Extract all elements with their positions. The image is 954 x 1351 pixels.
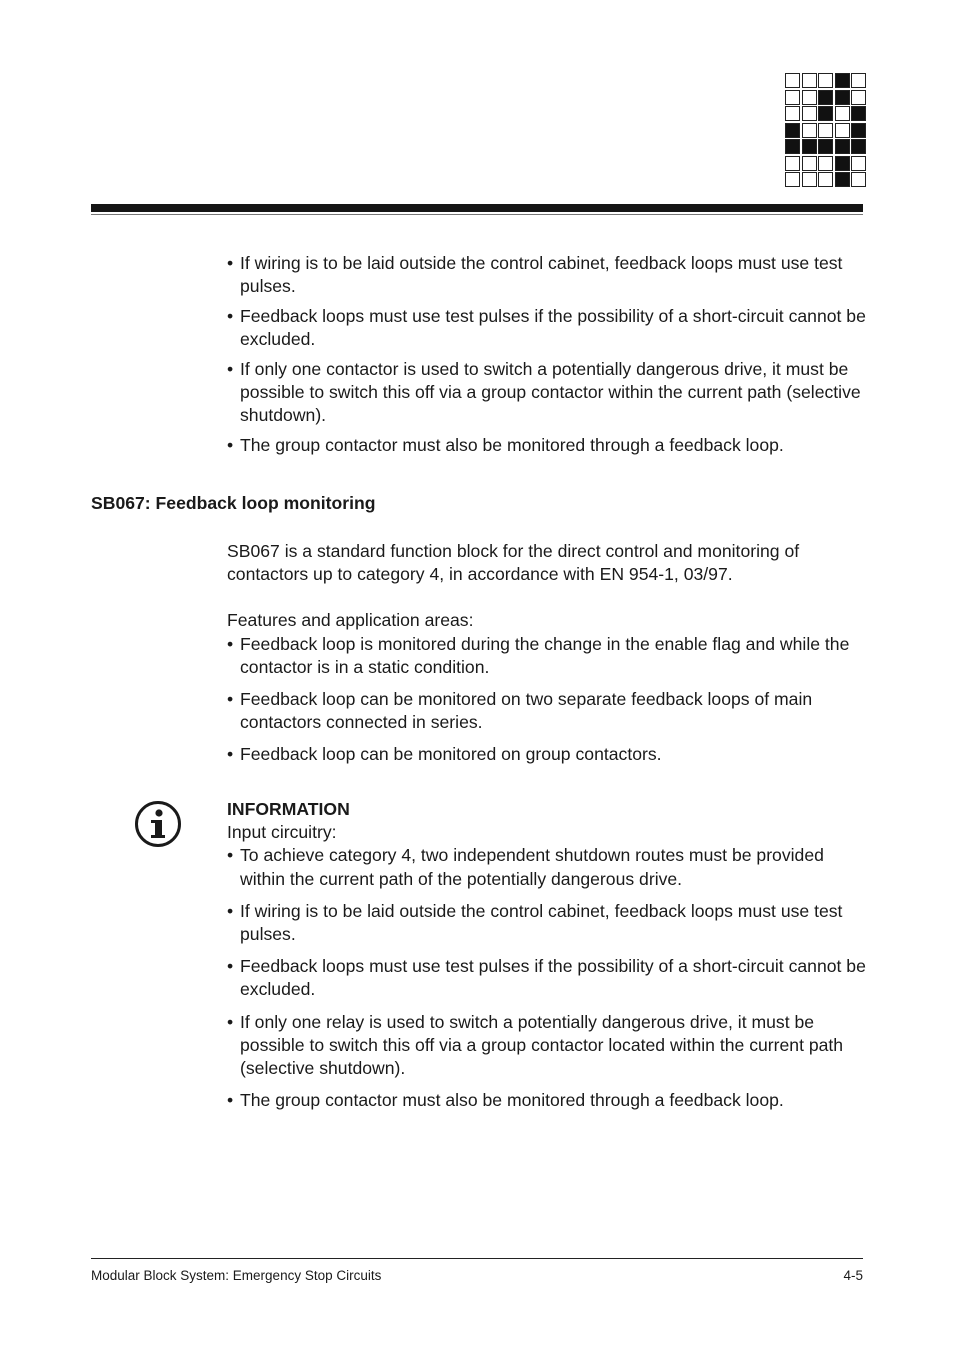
- grid-logo-cell: [785, 123, 800, 138]
- footer-rule: [91, 1258, 863, 1259]
- list-item: • If only one relay is used to switch a potentially dangerous drive, it must be possible to switch this off via a group contactor located within the current path (selective shutdown).: [227, 1011, 844, 1079]
- features-label: Features and application areas:: [227, 610, 474, 631]
- section-heading: SB067: Feedback loop monitoring: [91, 493, 376, 513]
- page-number: 4-5: [843, 1268, 863, 1283]
- list-item: • Feedback loop can be monitored on group contactors.: [227, 744, 662, 765]
- grid-logo-cell: [851, 156, 866, 171]
- grid-logo-cell: [851, 172, 866, 187]
- section-description: SB067 is a standard function block for the direct control and monitoring of contactors up to category 4, in accordance with EN 954-1, 03/97.: [227, 541, 800, 585]
- header-rule-thin: [91, 214, 863, 215]
- grid-logo-cell: [835, 123, 850, 138]
- grid-logo-cell: [818, 106, 833, 121]
- grid-logo-cell: [835, 172, 850, 187]
- section-body: [227, 540, 867, 773]
- grid-logo-cell: [785, 73, 800, 88]
- grid-logo-cell: [818, 123, 833, 138]
- list-item: • The group contactor must also be monitored through a feedback loop.: [227, 434, 784, 455]
- intro-bullet-list: [227, 252, 867, 464]
- grid-logo-cell: [802, 106, 817, 121]
- grid-logo-cell: [785, 106, 800, 121]
- list-item: • If wiring is to be laid outside the control cabinet, feedback loops must use test pulses.: [227, 253, 843, 297]
- grid-logo-cell: [835, 106, 850, 121]
- grid-logo-cell: [818, 90, 833, 105]
- grid-logo-cell: [835, 139, 850, 154]
- list-item: • Feedback loops must use test pulses if the possibility of a short-circuit cannot be excluded.: [227, 305, 866, 350]
- header-rule: [91, 204, 863, 212]
- information-title: INFORMATION: [227, 799, 350, 819]
- grid-logo-cell: [785, 156, 800, 171]
- grid-logo-cell: [851, 123, 866, 138]
- information-box: [227, 798, 867, 1119]
- grid-logo-cell: [851, 139, 866, 154]
- list-item: • To achieve category 4, two independent shutdown routes must be provided within the current path of the potentially dangerous drive.: [227, 845, 824, 889]
- grid-logo-cell: [785, 172, 800, 187]
- grid-logo-cell: [851, 90, 866, 105]
- grid-logo-cell: [802, 172, 817, 187]
- information-icon: [134, 800, 184, 850]
- grid-logo-cell: [835, 90, 850, 105]
- grid-logo-cell: [802, 90, 817, 105]
- grid-logo-cell: [851, 106, 866, 121]
- list-item: • If only one contactor is used to switch a potentially dangerous drive, it must be possible to switch this off via a group contactor within the current path (selective shutdown).: [227, 358, 861, 426]
- list-item: • If wiring is to be laid outside the control cabinet, feedback loops must use test pulses.: [227, 900, 843, 945]
- header-grid-logo: [785, 73, 866, 187]
- list-item: • Feedback loop can be monitored on two separate feedback loops of main contactors connected in series.: [227, 689, 813, 733]
- list-item: • The group contactor must also be monitored through a feedback loop.: [227, 1090, 784, 1111]
- grid-logo-cell: [851, 73, 866, 88]
- grid-logo-cell: [802, 123, 817, 138]
- grid-logo-cell: [835, 73, 850, 88]
- information-subtitle: Input circuitry:: [227, 822, 337, 843]
- footer-title: Modular Block System: Emergency Stop Circuits: [91, 1268, 382, 1283]
- list-item: • Feedback loop is monitored during the change in the enable flag and while the contactor is in a static condition.: [227, 633, 850, 677]
- grid-logo-cell: [802, 73, 817, 88]
- grid-logo-cell: [802, 139, 817, 154]
- grid-logo-cell: [802, 156, 817, 171]
- grid-logo-cell: [818, 73, 833, 88]
- grid-logo-cell: [818, 139, 833, 154]
- list-item: • Feedback loops must use test pulses if the possibility of a short-circuit cannot be excluded.: [227, 956, 866, 1000]
- grid-logo-cell: [785, 90, 800, 105]
- grid-logo-cell: [785, 139, 800, 154]
- grid-logo-cell: [835, 156, 850, 171]
- grid-logo-cell: [818, 156, 833, 171]
- grid-logo-cell: [818, 172, 833, 187]
